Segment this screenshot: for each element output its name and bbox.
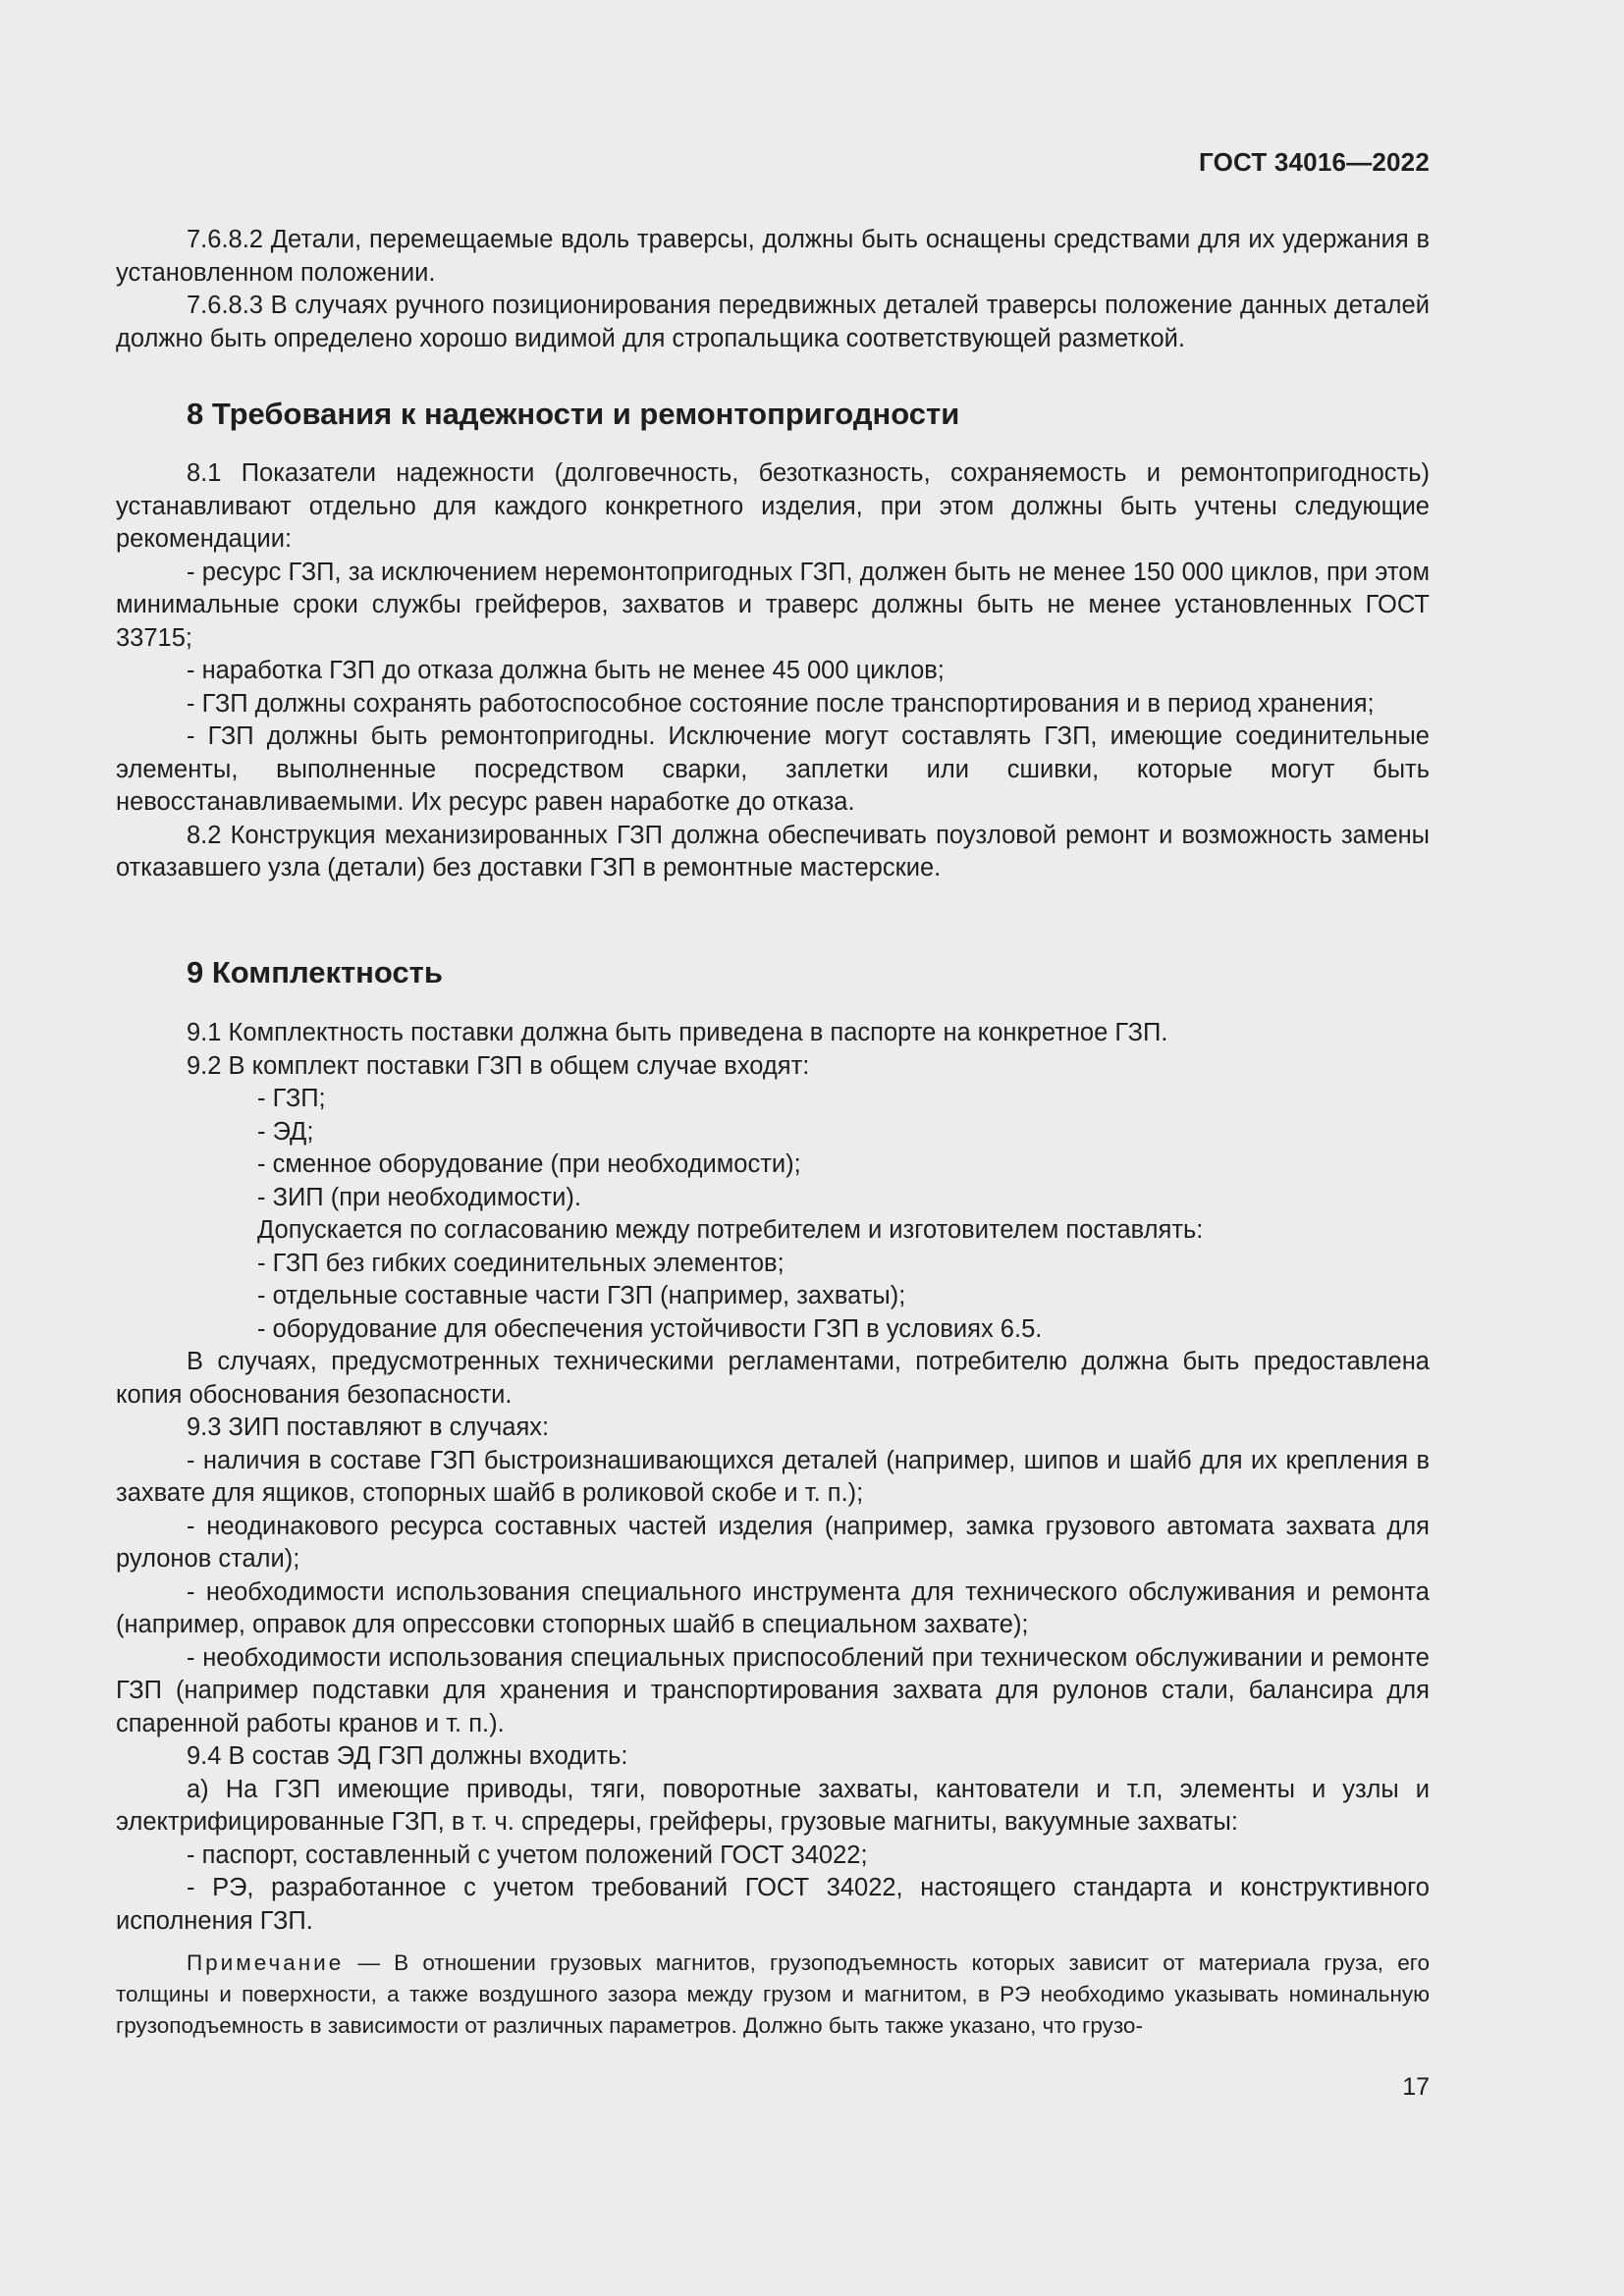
section-9-body [116, 1017, 1430, 1938]
list-item: - неодинакового ресурса составных частей изделия (например, замка грузового автомата захвата для рулонов стали); [116, 1512, 1430, 1573]
list-item: - ГЗП без гибких соединительных элементов; [257, 1249, 785, 1277]
note-text: — В отношении грузовых магнитов, грузоподъемность которых зависит от материала груза, его толщины и поверхности, а также воздушного зазора между грузом и магнитом, в РЭ необходимо указывать номинальную грузоподъемность в зависимости от различных параметров. Должно быть также указано, что грузо- [116, 1950, 1430, 2038]
list-item: - ЗИП (при необходимости). [257, 1183, 581, 1211]
standard-header: ГОСТ 34016—2022 [1199, 147, 1430, 177]
paragraph-allowed: Допускается по согласованию между потребителем и изготовителем поставлять: [257, 1216, 1204, 1244]
section-9-title: 9 Комплектность [187, 955, 443, 989]
paragraph-9-4: 9.4 В состав ЭД ГЗП должны входить: [187, 1742, 628, 1770]
list-item: - отдельные составные части ГЗП (например, захваты); [257, 1282, 906, 1309]
list-item: - оборудование для обеспечения устойчивости ГЗП в условиях 6.5. [257, 1314, 1043, 1343]
paragraph-8-1: 8.1 Показатели надежности (долговечность, безотказность, сохраняемость и ремонтопригодность) устанавливают отдельно для каждого конкретного изделия, при этом должны быть учтены следующие рекомендации: [116, 459, 1430, 553]
list-item: - необходимости использования специального инструмента для технического обслуживания и ремонта (например, оправок для опрессовки стопорных шайб в специальном захвате); [116, 1577, 1430, 1638]
list-item: - ресурс ГЗП, за исключением неремонтопригодных ГЗП, должен быть не менее 150 000 циклов, при этом минимальные сроки службы грейферов, захватов и траверс должны быть не менее установленных ГОСТ 33715; [116, 558, 1430, 652]
section-8-body [116, 457, 1430, 885]
paragraph-regulations: В случаях, предусмотренных техническими регламентами, потребителю должна быть предоставлена копия обоснования безопасности. [116, 1348, 1430, 1409]
list-item: - ГЗП должны быть ремонтопригодны. Исключение могут составлять ГЗП, имеющие соединительные элементы, выполненные посредством сварки, заплетки или сшивки, которые могут быть невосстанавливаемыми. Их ресурс равен наработке до отказа. [116, 722, 1430, 816]
note-block [116, 1948, 1430, 2042]
section-8-title: 8 Требования к надежности и ремонтопригодности [187, 397, 960, 431]
paragraph-9-2: 9.2 В комплект поставки ГЗП в общем случае входят: [187, 1051, 810, 1080]
note-paragraph [116, 1948, 1430, 2042]
list-item: - ЭД; [257, 1117, 314, 1146]
list-item: - ГЗП должны сохранять работоспособное состояние после транспортирования и в период хранения; [187, 689, 1375, 718]
paragraph-9-3: 9.3 ЗИП поставляют в случаях: [187, 1414, 550, 1441]
list-item: - сменное оборудование (при необходимости); [257, 1150, 801, 1178]
paragraph-9-4-a: а) На ГЗП имеющие приводы, тяги, поворотные захваты, кантователи и т.п, элементы и узлы и электрифицированные ГЗП, в т. ч. спредеры, грейферы, грузовые магниты, вакуумные захваты: [116, 1775, 1430, 1836]
paragraph-7-6-8-2: 7.6.8.2 Детали, перемещаемые вдоль траверсы, должны быть оснащены средствами для их удержания в установленном положении. [116, 226, 1430, 287]
list-item: - наработка ГЗП до отказа должна быть не менее 45 000 циклов; [187, 657, 945, 684]
list-item: - необходимости использования специальных приспособлений при техническом обслуживании и ремонте ГЗП (например подставки для хранения и транспортирования захвата для рулонов стали, балансира для спаренной работы кранов и т. п.). [116, 1643, 1430, 1737]
list-item: - ГЗП; [257, 1085, 326, 1112]
paragraph-7-6-8-3: 7.6.8.3 В случаях ручного позиционирования передвижных деталей траверсы положение данных деталей должно быть определено хорошо видимой для стропальщика соответствующей разметкой. [116, 292, 1430, 352]
list-item: - наличия в составе ГЗП быстроизнашивающихся деталей (например, шипов и шайб для их крепления в захвате для ящиков, стопорных шайб в роликовой скобе и т. п.); [116, 1446, 1430, 1507]
page-number: 17 [1402, 2073, 1430, 2101]
list-item: - РЭ, разработанное с учетом требований ГОСТ 34022, настоящего стандарта и конструктивного исполнения ГЗП. [116, 1874, 1430, 1935]
paragraph-8-2: 8.2 Конструкция механизированных ГЗП должна обеспечивать поузловой ремонт и возможность замены отказавшего узла (детали) без доставки ГЗП в ремонтные мастерские. [116, 821, 1430, 881]
list-item: - паспорт, составленный с учетом положений ГОСТ 34022; [187, 1841, 868, 1869]
paragraph-9-1: 9.1 Комплектность поставки должна быть приведена в паспорте на конкретное ГЗП. [187, 1019, 1168, 1046]
block-7-6-8 [116, 224, 1430, 355]
note-label: Примечание [187, 1950, 345, 1975]
